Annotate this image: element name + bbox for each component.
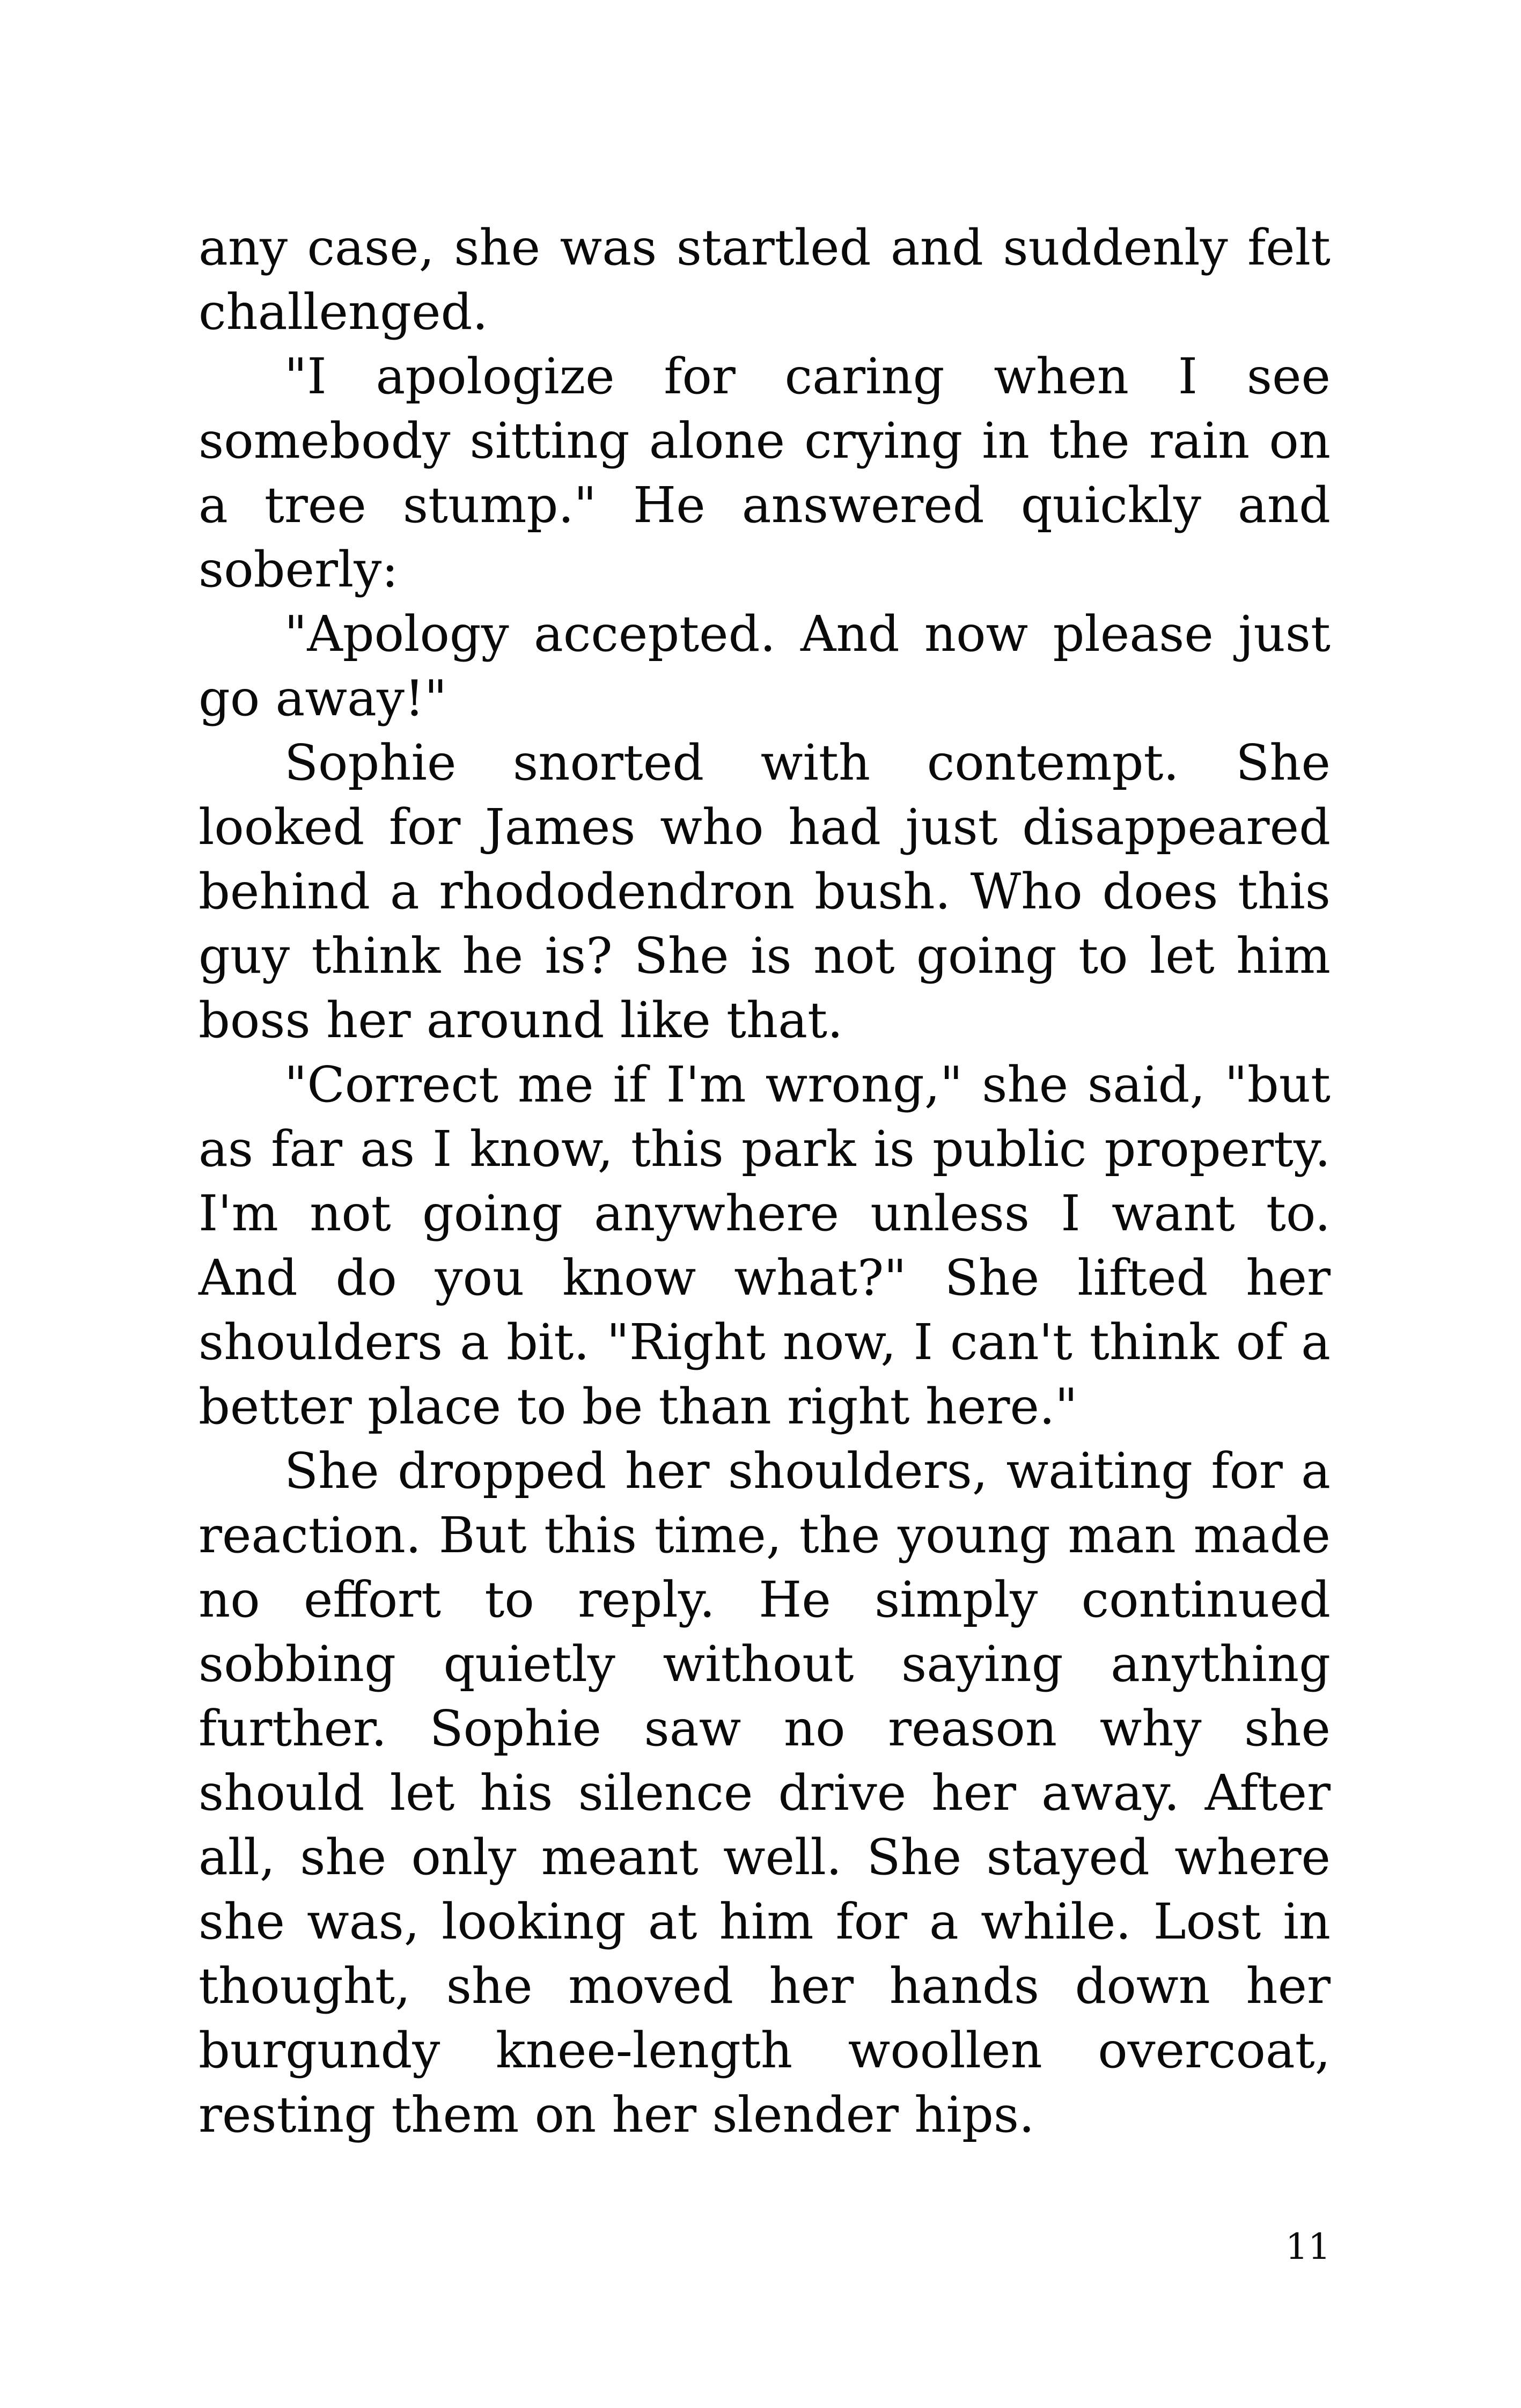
paragraph-5: "Correct me if I'm wrong," she said, "but as far as I know, this park is public property. I'm not going anywhere unless I want to. And do you know what?" She lifted her shoulders a bit. "Right now, I can't think of a better place to be than right here.": [199, 1056, 1331, 1435]
paragraph-4: Sophie snorted with contempt. She looked for James who had just disappeared behind a rhododendron bush. Who does this guy think he is? She is not going to let him boss her around like that.: [199, 734, 1331, 1049]
paragraph-6: She dropped her shoulders, waiting for a reaction. But this time, the young man made no effort to reply. He simply continued sobbing quietly without saying anything further. Sophie saw no reason why she should let his silence drive her away. After all, she only meant well. She stayed where she was, looking at him for a while. Lost in thought, she moved her hands down her burgundy knee-length woollen overcoat, resting them on her slender hips.: [199, 1442, 1331, 2143]
paragraph-3: "Apology accepted. And now please just go away!": [199, 605, 1331, 727]
paragraph-1: any case, she was startled and suddenly felt challenged.: [199, 219, 1331, 341]
body-text: [199, 216, 1331, 2147]
page-number: 11: [1285, 2226, 1331, 2267]
paragraph-2: "I apologize for caring when I see somebody sitting alone crying in the rain on a tree stump." He answered quickly and soberly:: [199, 348, 1331, 598]
